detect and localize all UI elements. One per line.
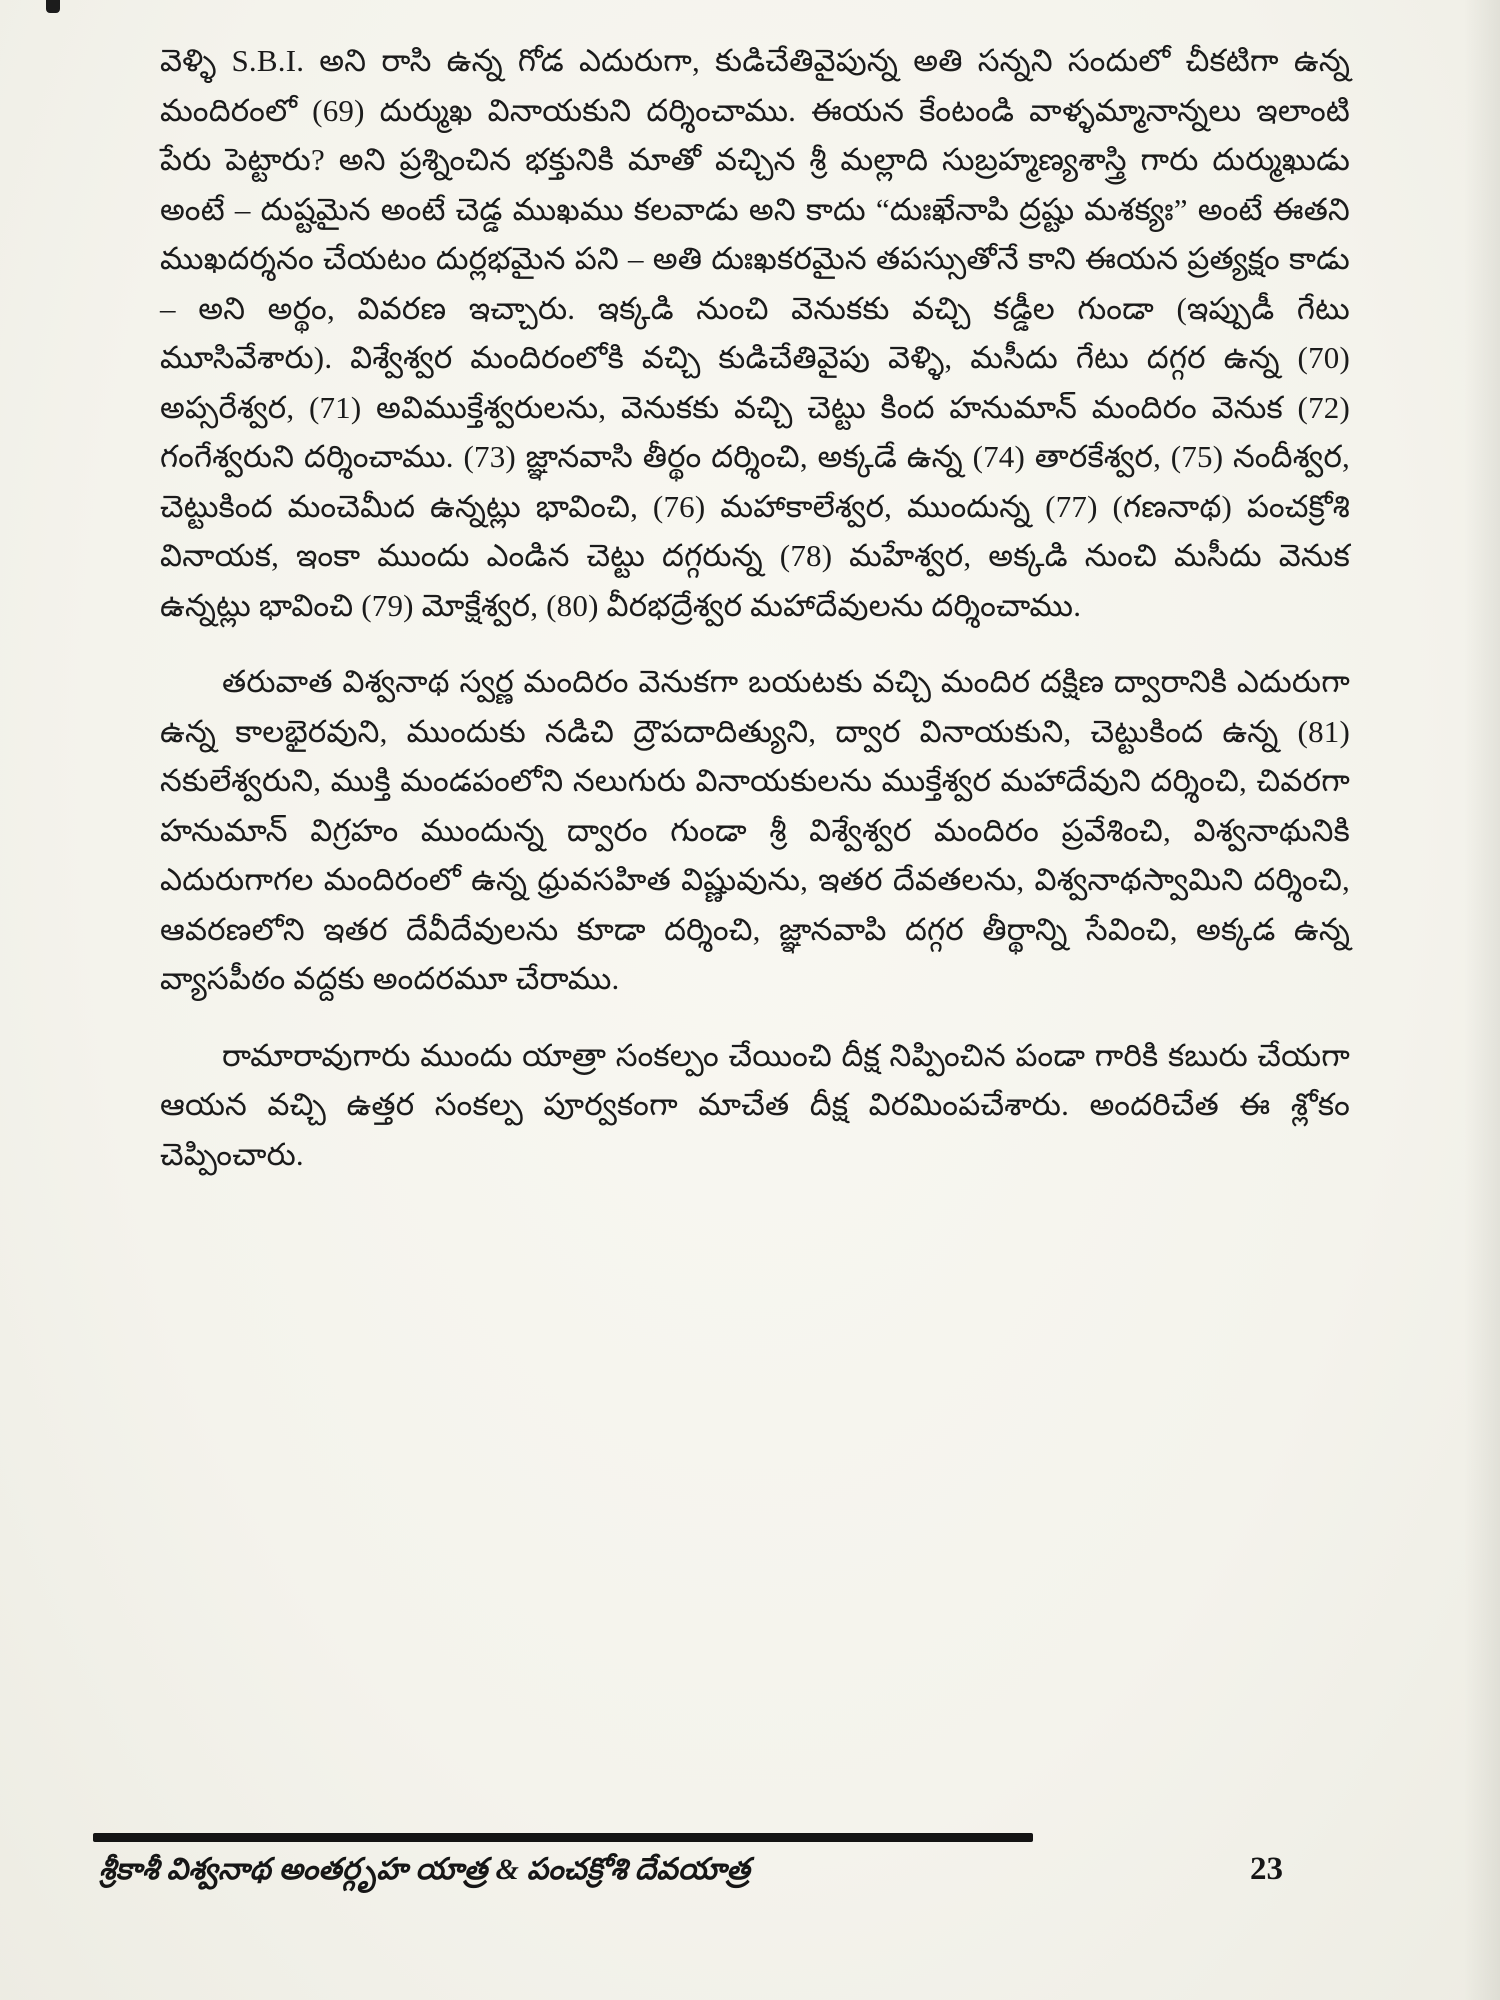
paragraph: రామారావుగారు ముందు యాత్రా సంకల్పం చేయించి దీక్ష నిప్పించిన పండా గారికి కబురు చేయగా ఆయన వచ్చి ఉత్తర సంకల్ప పూర్వకంగా మాచేత దీక్ష విరమింపచేశారు. అందరిచేత ఈ శ్లోకం చెప్పించారు. — [160, 1037, 1350, 1172]
page-footer — [93, 1833, 1325, 1894]
paragraph-continuation: వెళ్ళి S.B.I. అని రాసి ఉన్న గోడ ఎదురుగా, కుడిచేతివైపున్న అతి సన్నని సందులో చీకటిగా ఉన్న మందిరంలో (69) దుర్ముఖ వినాయకుని దర్శించాము. ఈయన కేంటండి వాళ్ళమ్మానాన్నలు ఇలాంటి పేరు పెట్టారు? అని ప్రశ్నించిన భక్తునికి మాతో వచ్చిన శ్రీ మల్లాది సుబ్రహ్మణ్యశాస్త్రి గారు దుర్ముఖుడు అంటే – దుష్టమైన అంటే చెడ్డ ముఖము కలవాడు అని కాదు “దుఃఖేనాపి ద్రష్టు మశక్యః” అంటే ఈతని ముఖదర్శనం చేయటం దుర్లభమైన పని – అతి దుఃఖకరమైన తపస్సుతోనే కాని ఈయన ప్రత్యక్షం కాడు – అని అర్థం, వివరణ ఇచ్చారు. ఇక్కడి నుంచి వెనుకకు వచ్చి కడ్డీల గుండా (ఇప్పుడీ గేటు మూసివేశారు). విశ్వేశ్వర మందిరంలోకి వచ్చి కుడిచేతివైపు వెళ్ళి, మసీదు గేటు దగ్గర ఉన్న (70) అప్సరేశ్వర, (71) అవిముక్తేశ్వరులను, వెనుకకు వచ్చి చెట్టు కింద హనుమాన్ మందిరం వెనుక (72) గంగేశ్వరుని దర్శించాము. (73) జ్ఞానవాసి తీర్థం దర్శించి, అక్కడే ఉన్న (74) తారకేశ్వర, (75) నందీశ్వర, చెట్టుకింద మంచెమీద ఉన్నట్లు భావించి, (76) మహాకాలేశ్వర, ముందున్న (77) (గణనాథ) పంచక్రోశి వినాయక, ఇంకా ముందు ఎండిన చెట్టు దగ్గరున్న (78) మహేశ్వర, అక్కడి నుంచి మసీదు వెనుక ఉన్నట్లు భావించి (79) మోక్షేశ్వర, (80) వీరభద్రేశ్వర మహాదేవులను దర్శించాము. — [160, 43, 1350, 623]
footer-running-title: శ్రీకాశీ విశ్వనాథ అంతర్గృహ యాత్ర & పంచక్రోశి దేవయాత్ర — [99, 1853, 751, 1886]
scan-edge-shadow — [1464, 0, 1500, 2000]
page-body-text — [160, 36, 1350, 1206]
footer-rule — [93, 1833, 1033, 1842]
footer-row — [93, 1851, 1325, 1894]
scan-artifact-mark — [46, 0, 60, 13]
paragraph: తరువాత విశ్వనాథ స్వర్ణ మందిరం వెనుకగా బయటకు వచ్చి మందిర దక్షిణ ద్వారానికి ఎదురుగా ఉన్న కాలభైరవుని, ముందుకు నడిచి ద్రౌపదాదిత్యుని, ద్వార వినాయకుని, చెట్టుకింద ఉన్న (81) నకులేశ్వరుని, ముక్తి మండపంలోని నలుగురు వినాయకులను ముక్తేశ్వర మహాదేవుని దర్శించి, చివరగా హనుమాన్ విగ్రహం ముందున్న ద్వారం గుండా శ్రీ విశ్వేశ్వర మందిరం ప్రవేశించి, విశ్వనాథునికి ఎదురుగాగల మందిరంలో ఉన్న ధ్రువసహిత విష్ణువును, ఇతర దేవతలను, విశ్వనాథస్వామిని దర్శించి, ఆవరణలోని ఇతర దేవీదేవులను కూడా దర్శించి, జ్ఞానవాపి దగ్గర తీర్థాన్ని సేవించి, అక్కడ ఉన్న వ్యాసపీఠం వద్దకు అందరమూ చేరాము. — [160, 664, 1350, 996]
page-number: 23 — [1250, 1851, 1283, 1887]
